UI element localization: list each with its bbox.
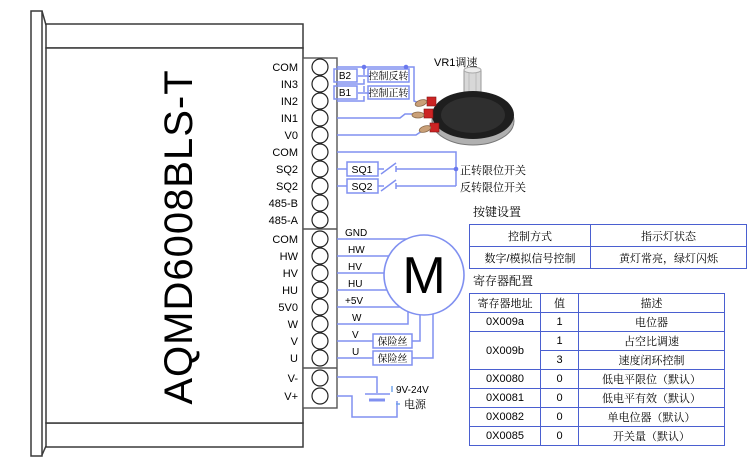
terminal-label: COM [272, 147, 298, 159]
terminal-label: HW [279, 251, 298, 263]
register-value: 0 [541, 370, 579, 389]
table-cell: 黄灯常亮，绿灯闪烁 [591, 247, 747, 269]
terminal-label: V+ [284, 391, 298, 403]
table-row [470, 408, 725, 427]
table-row [470, 313, 725, 332]
fuse-label-v: 保险丝 [377, 337, 408, 348]
pot-terminal-block [424, 109, 433, 118]
pot-lug [414, 98, 427, 107]
register-value: 0 [541, 389, 579, 408]
table-cell: 数字/模拟信号控制 [470, 247, 591, 269]
terminal-label: SQ2 [275, 164, 298, 176]
b1-label: B1 [338, 88, 352, 99]
potentiometer [412, 67, 514, 145]
terminal-label: V- [287, 373, 298, 385]
register-desc: 低电平限位（默认） [579, 370, 725, 389]
terminal-label: IN1 [280, 113, 298, 125]
column-header: 描述 [579, 294, 725, 313]
register-addr: 0X009b [470, 332, 541, 370]
column-header: 指示灯状态 [591, 225, 747, 247]
table-row [470, 389, 725, 408]
sq1-function-label: 正转限位开关 [460, 165, 526, 177]
column-header: 寄存器地址 [470, 294, 541, 313]
wire-label: HW [348, 245, 365, 256]
wire-label: U [352, 347, 360, 358]
table-row [470, 332, 725, 351]
register-value: 1 [541, 313, 579, 332]
pot-terminal-block [427, 97, 436, 106]
table-row [470, 370, 725, 389]
key-settings-table [469, 224, 747, 269]
register-value: 0 [541, 427, 579, 446]
terminal-label: U [290, 353, 298, 365]
wire-label: V [352, 330, 359, 341]
pot-title: VR1调速 [434, 57, 478, 69]
register-desc: 占空比调速 [579, 332, 725, 351]
table-row [470, 427, 725, 446]
register-desc: 电位器 [579, 313, 725, 332]
register-desc: 单电位器（默认） [579, 408, 725, 427]
terminal-label: 5V0 [278, 302, 298, 314]
terminal-label: COM [272, 62, 298, 74]
register-value: 3 [541, 351, 579, 370]
register-addr: 0X0082 [470, 408, 541, 427]
fuse-label-u: 保险丝 [377, 354, 408, 365]
b2-function-label: 控制反转 [368, 71, 409, 83]
registers-table [469, 293, 725, 446]
register-value: 1 [541, 332, 579, 351]
table-row [470, 294, 725, 313]
mount-bar [31, 11, 42, 456]
pot-terminal-block [430, 123, 439, 132]
register-addr: 0X0081 [470, 389, 541, 408]
table-row [470, 225, 747, 247]
wire-label: W [352, 313, 362, 324]
register-desc: 低电平有效（默认） [579, 389, 725, 408]
wire-label: HV [348, 262, 362, 273]
key-settings-title: 按键设置 [473, 205, 522, 219]
terminal-label: IN3 [280, 79, 298, 91]
terminal-label: 485-A [268, 215, 298, 227]
wire-label: +5V [345, 296, 364, 307]
terminal-label: W [287, 319, 298, 331]
register-desc: 速度闭环控制 [579, 351, 725, 370]
register-desc: 开关量（默认） [579, 427, 725, 446]
terminal-label: IN2 [280, 96, 298, 108]
terminal-label: HV [282, 268, 298, 280]
register-addr: 0X009a [470, 313, 541, 332]
wire-label: GND [345, 228, 368, 239]
b2-label: B2 [338, 71, 352, 82]
register-addr: 0X0085 [470, 427, 541, 446]
table-row [470, 247, 747, 269]
device-model: AQMD6008BLS-T [157, 69, 201, 405]
wire-labels [345, 228, 367, 358]
motor-label: M [402, 247, 446, 305]
wire-label: HU [348, 279, 363, 290]
sq1-label: SQ1 [351, 164, 373, 176]
terminal-label: 485-B [268, 198, 298, 210]
registers-title: 寄存器配置 [473, 274, 534, 288]
register-value: 0 [541, 408, 579, 427]
sq2-function-label: 反转限位开关 [460, 182, 526, 194]
terminal-label: V0 [284, 130, 298, 142]
terminal-label: V [290, 336, 298, 348]
register-addr: 0X0080 [470, 370, 541, 389]
pot-lug [418, 124, 431, 133]
bottom-flange [46, 423, 303, 447]
terminal-label: HU [282, 285, 298, 297]
pot-lug [412, 112, 424, 118]
top-flange [46, 24, 303, 48]
power-range-label: 9V-24V [396, 385, 429, 396]
column-header: 值 [541, 294, 579, 313]
terminal-label: SQ2 [275, 181, 298, 193]
column-header: 控制方式 [470, 225, 591, 247]
b1-function-label: 控制正转 [368, 88, 409, 100]
power-label: 电源 [404, 399, 426, 411]
terminal-label: COM [272, 234, 298, 246]
sq2-label: SQ2 [351, 181, 373, 193]
